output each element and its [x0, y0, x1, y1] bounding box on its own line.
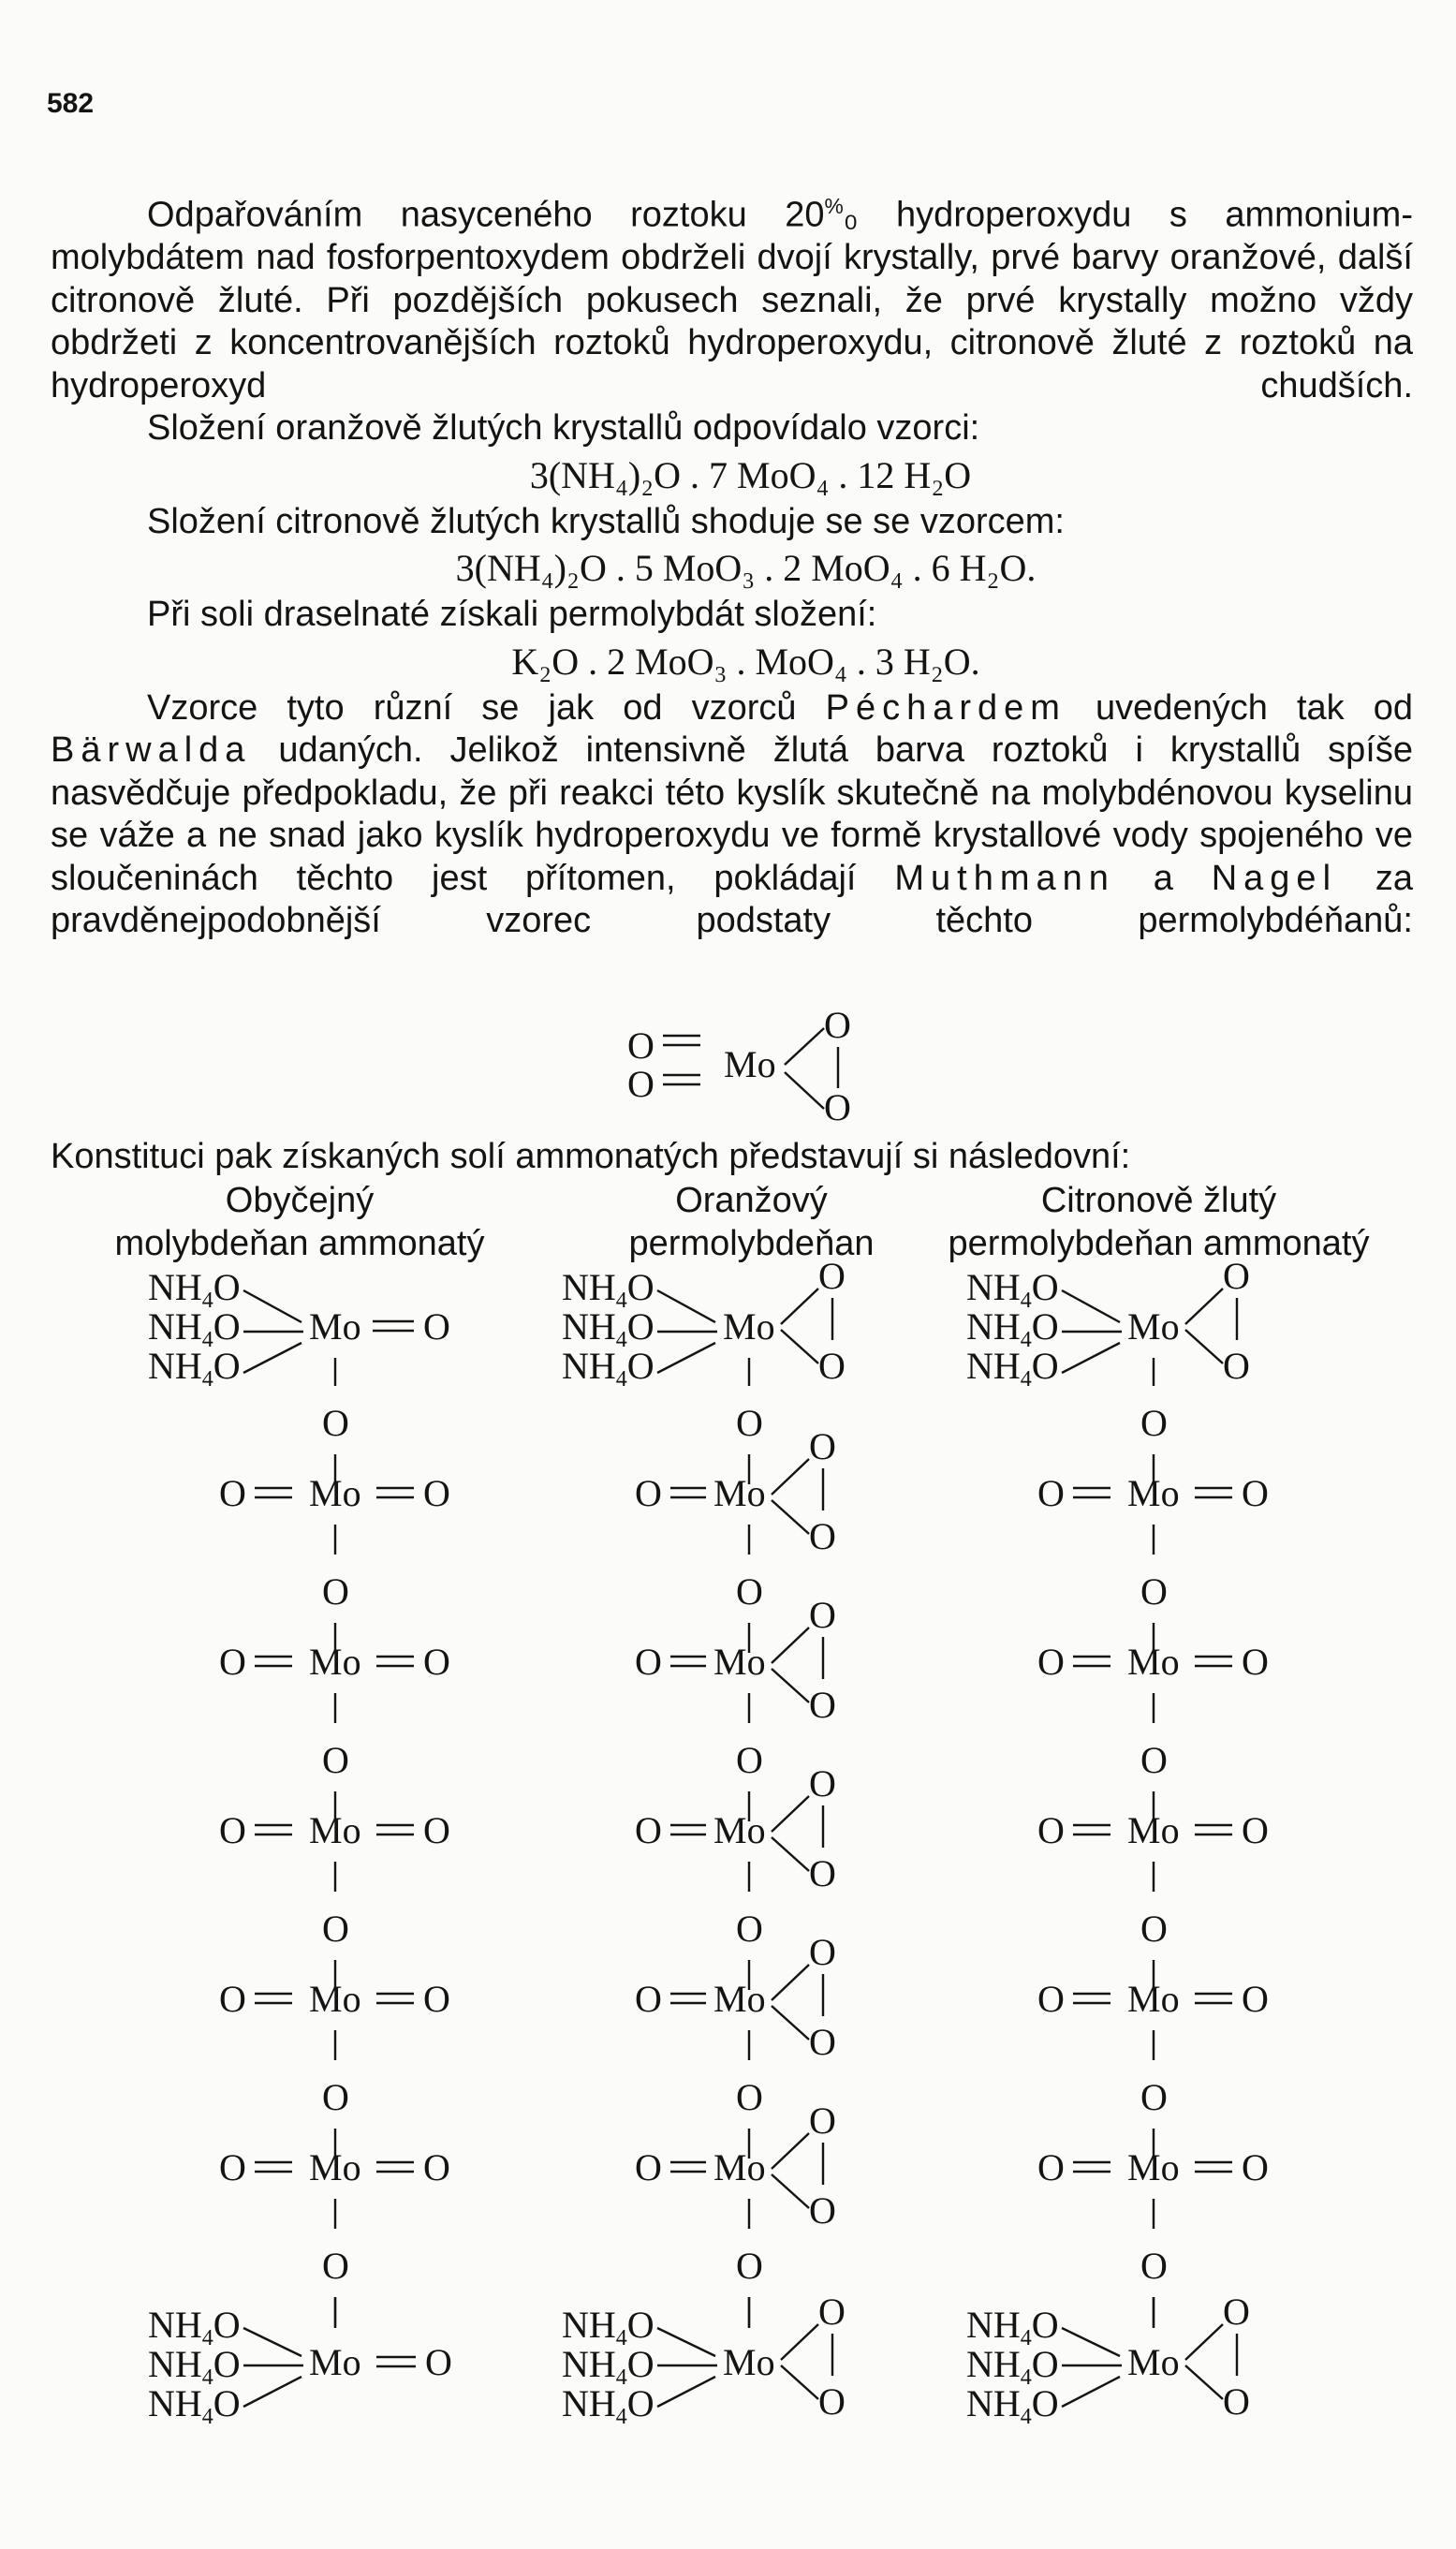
peroxo-oxygen: O	[809, 2021, 836, 2063]
peroxo-oxygen-bottom: O	[824, 1086, 851, 1128]
bridging-oxygen: O	[322, 1402, 349, 1444]
bond	[243, 1343, 301, 1373]
peroxo-oxygen: O	[809, 2100, 836, 2142]
oxo-oxygen: O	[1242, 1978, 1269, 2020]
formula-citron: 3(NH₄)₂O . 5 MoO₃ . 2 MoO₄ . 6 H₂O.	[455, 547, 1037, 590]
oxo-oxygen: O	[423, 1305, 450, 1348]
ammonium-oxy-label: $NH_4O$	[966, 2343, 1059, 2390]
molybdenum-atom: Mo	[713, 1641, 766, 1683]
oxo-oxygen: O	[423, 1472, 450, 1514]
oxo-oxygen: O	[1037, 1809, 1065, 1851]
bond	[657, 2328, 715, 2356]
paragraph-3: Složení citronově žlutých krystallů shoduje se se vzorcem:	[147, 501, 1065, 541]
molybdenum-atom: Mo	[723, 2341, 775, 2383]
bridging-oxygen: O	[322, 1908, 349, 1950]
molybdenum-atom: Mo	[713, 2146, 766, 2188]
paragraph-4: Při soli draselnaté získali permolybdát složení:	[147, 595, 877, 635]
molybdenum-atom: Mo	[1127, 2341, 1180, 2383]
peroxo-bond	[781, 1330, 818, 1363]
bond	[657, 2377, 715, 2407]
peroxo-oxygen: O	[1223, 1255, 1250, 1297]
oxo-left-top: O	[627, 1024, 654, 1067]
ammonium-oxy-label: $NH_4O$	[148, 2343, 241, 2390]
bond	[657, 1290, 715, 1322]
molybdenum-atom: Mo	[309, 2341, 361, 2383]
peroxo-bond	[772, 1796, 809, 1832]
peroxo-oxygen-top: O	[824, 1004, 851, 1046]
paragraph-5: Vzorce tyto různí se jak od vzorců Péchardem uvedených tak od Bärwalda udaných. Jelikož intensivně žlutá barva roztoků i krystallů spíše nasvědčuje předpokladu, že při reakci této kyslík skutečně na molybdénovou kyselinu se váže a ne snad jako kyslík hydroperoxydu ve formě krystallové vody spojeného ve sloučeninách těchto jest přítomen, pokládají Muthmann a Nagel za pravděnejpodobnější vzorec podstaty těchto permolybdéňanů:	[51, 687, 1413, 941]
bond	[243, 2328, 301, 2356]
peroxo-oxygen: O	[809, 1762, 836, 1805]
ammonium-oxy-label: $NH_4O$	[562, 2304, 654, 2350]
bridging-oxygen: O	[322, 2076, 349, 2118]
molybdenum-atom: Mo	[713, 1978, 766, 2020]
oxo-oxygen: O	[1242, 1809, 1269, 1851]
oxo-oxygen: O	[635, 1472, 662, 1514]
bridging-oxygen: O	[736, 1402, 763, 1444]
peroxo-oxygen: O	[809, 1852, 836, 1894]
molybdenum-atom: Mo	[309, 1305, 361, 1348]
molybdenum-atom: Mo	[309, 1641, 361, 1683]
molybdenum-atom: Mo	[713, 1472, 766, 1514]
ammonium-oxy-label: $NH_4O$	[966, 2382, 1059, 2429]
peroxo-bond	[772, 1837, 809, 1871]
oxo-oxygen: O	[219, 1809, 246, 1851]
ammonium-oxy-label: $NH_4O$	[562, 1305, 654, 1352]
oxo-oxygen: O	[219, 1978, 246, 2020]
ammonium-oxy-label: $NH_4O$	[148, 1305, 241, 1352]
oxo-oxygen: O	[635, 1978, 662, 2020]
bond	[1062, 2328, 1120, 2356]
molybdenum-atom: Mo	[309, 2146, 361, 2188]
ammonium-oxy-label: $NH_4O$	[148, 1266, 241, 1313]
peroxo-oxygen: O	[1223, 2380, 1250, 2423]
oxo-oxygen: O	[423, 1978, 450, 2020]
oxo-oxygen: O	[1037, 1978, 1065, 2020]
peroxo-bond	[781, 2324, 818, 2360]
oxo-oxygen: O	[423, 2146, 450, 2188]
peroxo-oxygen: O	[809, 1931, 836, 1973]
molybdenum-atom: Mo	[1127, 1472, 1180, 1514]
peroxo-bond	[1185, 2365, 1223, 2399]
bond	[1062, 1290, 1120, 1322]
molybdenum-atom: Mo	[1127, 2146, 1180, 2188]
oxo-oxygen: O	[1037, 1472, 1065, 1514]
peroxo-oxygen: O	[818, 2380, 846, 2423]
peroxo-oxygen: O	[818, 1345, 846, 1387]
oxo-oxygen: O	[1242, 1472, 1269, 1514]
bridging-oxygen: O	[1140, 2245, 1168, 2287]
ammonium-oxy-label: $NH_4O$	[148, 1345, 241, 1392]
peroxo-bond	[772, 1459, 809, 1495]
peroxo-bond	[772, 1628, 809, 1663]
ammonium-oxy-label: $NH_4O$	[562, 2343, 654, 2390]
peroxo-bond	[785, 1072, 824, 1109]
oxo-left-bottom: O	[627, 1063, 654, 1105]
column-head-ordinary: Obyčejný molybdeňan ammonatý	[114, 1181, 485, 1263]
ammonium-oxy-label: $NH_4O$	[562, 1345, 654, 1392]
column-ordinary-molybdate	[148, 1266, 452, 2429]
molybdenum-atom: Mo	[724, 1043, 776, 1085]
column-orange-permolybdate	[562, 1255, 846, 2429]
molybdenum-atom: Mo	[1127, 1305, 1180, 1348]
peroxo-bond	[772, 1669, 809, 1702]
oxo-oxygen: O	[1037, 1641, 1065, 1683]
bridging-oxygen: O	[736, 1908, 763, 1950]
bridging-oxygen: O	[1140, 2076, 1168, 2118]
ammonium-oxy-label: $NH_4O$	[148, 2382, 241, 2429]
oxo-oxygen: O	[219, 1472, 246, 1514]
bond	[1062, 2377, 1120, 2407]
bridging-oxygen: O	[1140, 1908, 1168, 1950]
ammonium-oxy-label: $NH_4O$	[966, 1345, 1059, 1392]
peroxo-oxygen: O	[818, 2291, 846, 2333]
bridging-oxygen: O	[736, 1570, 763, 1613]
oxo-oxygen: O	[1242, 2146, 1269, 2188]
molybdenum-atom: Mo	[1127, 1641, 1180, 1683]
peroxo-bond	[772, 1965, 809, 2000]
oxo-oxygen: O	[1242, 1641, 1269, 1683]
molybdenum-atom: Mo	[1127, 1809, 1180, 1851]
ammonium-oxy-label: $NH_4O$	[966, 2304, 1059, 2350]
peroxo-bond	[1185, 1289, 1223, 1324]
bridging-oxygen: O	[322, 2245, 349, 2287]
formula-mo-peroxide	[627, 1004, 851, 1128]
bond	[657, 1343, 715, 1373]
molybdenum-atom: Mo	[309, 1978, 361, 2020]
bridging-oxygen: O	[736, 1739, 763, 1781]
bond	[1062, 1343, 1120, 1373]
ammonium-oxy-label: $NH_4O$	[966, 1266, 1059, 1313]
peroxo-bond	[772, 2174, 809, 2208]
oxo-oxygen: O	[219, 1641, 246, 1683]
page-number: 582	[47, 88, 95, 119]
paragraph-1: Odpařováním nasyceného roztoku 20%₀ hydroperoxydu s ammonium-molybdátem nad fosforpentoxydem obdrželi dvojí krystally, prvé barvy oranžové, další citronově žluté. Při pozdějších pokusech seznali, že prvé krystally možno vždy obdržeti z koncentrovanějších roztoků hydroperoxydu, citronově žluté z roztoků na hydroperoxyd chudších.	[51, 194, 1413, 405]
formula-potassium: K₂O . 2 MoO₃ . MoO₄ . 3 H₂O.	[511, 640, 980, 683]
molybdenum-atom: Mo	[309, 1809, 361, 1851]
peroxo-oxygen: O	[1223, 2291, 1250, 2333]
ammonium-oxy-label: $NH_4O$	[148, 2304, 241, 2350]
column-head-citron: Citronově žlutý permolybdeňan ammonatý	[948, 1181, 1370, 1263]
oxo-oxygen: O	[219, 2146, 246, 2188]
molybdenum-atom: Mo	[723, 1305, 775, 1348]
bridging-oxygen: O	[736, 2245, 763, 2287]
bridging-oxygen: O	[1140, 1739, 1168, 1781]
peroxo-oxygen: O	[1223, 1345, 1250, 1387]
peroxo-bond	[785, 1028, 824, 1065]
peroxo-bond	[772, 1500, 809, 1534]
peroxo-bond	[781, 2365, 818, 2399]
peroxo-oxygen: O	[809, 1425, 836, 1467]
ammonium-oxy-label: $NH_4O$	[562, 1266, 654, 1313]
oxo-oxygen: O	[423, 1641, 450, 1683]
bond	[243, 1290, 301, 1322]
bond	[243, 2377, 301, 2407]
peroxo-bond	[1185, 1330, 1223, 1363]
oxo-oxygen: O	[635, 2146, 662, 2188]
peroxo-oxygen: O	[809, 1515, 836, 1557]
peroxo-bond	[772, 2006, 809, 2040]
peroxo-bond	[772, 2133, 809, 2169]
oxo-oxygen: O	[635, 1641, 662, 1683]
column-citron-permolybdate	[966, 1255, 1269, 2429]
ammonium-oxy-label: $NH_4O$	[966, 1305, 1059, 1352]
peroxo-oxygen: O	[809, 1594, 836, 1636]
bridging-oxygen: O	[1140, 1402, 1168, 1444]
paragraph-2: Složení oranžově žlutých krystallů odpovídalo vzorci:	[147, 408, 980, 449]
oxo-oxygen: O	[635, 1809, 662, 1851]
oxo-oxygen: O	[423, 1809, 450, 1851]
peroxo-oxygen: O	[809, 2189, 836, 2232]
ammonium-oxy-label: $NH_4O$	[562, 2382, 654, 2429]
bridging-oxygen: O	[1140, 1570, 1168, 1613]
molybdenum-atom: Mo	[309, 1472, 361, 1514]
bridging-oxygen: O	[322, 1739, 349, 1781]
peroxo-oxygen: O	[818, 1255, 846, 1297]
molybdenum-atom: Mo	[1127, 1978, 1180, 2020]
formula-orange: 3(NH₄)₂O . 7 MoO₄ . 12 H₂O	[529, 453, 972, 496]
bridging-oxygen: O	[736, 2076, 763, 2118]
molybdenum-atom: Mo	[713, 1809, 766, 1851]
peroxo-bond	[1185, 2324, 1223, 2360]
peroxo-bond	[781, 1289, 818, 1324]
bridging-oxygen: O	[322, 1570, 349, 1613]
column-head-orange: Oranžový permolybdeňan	[628, 1181, 875, 1263]
oxo-oxygen: O	[425, 2341, 452, 2383]
constitution-intro: Konstituci pak získaných solí ammonatých představují si následovní:	[51, 1137, 1131, 1176]
peroxo-oxygen: O	[809, 1684, 836, 1726]
oxo-oxygen: O	[1037, 2146, 1065, 2188]
